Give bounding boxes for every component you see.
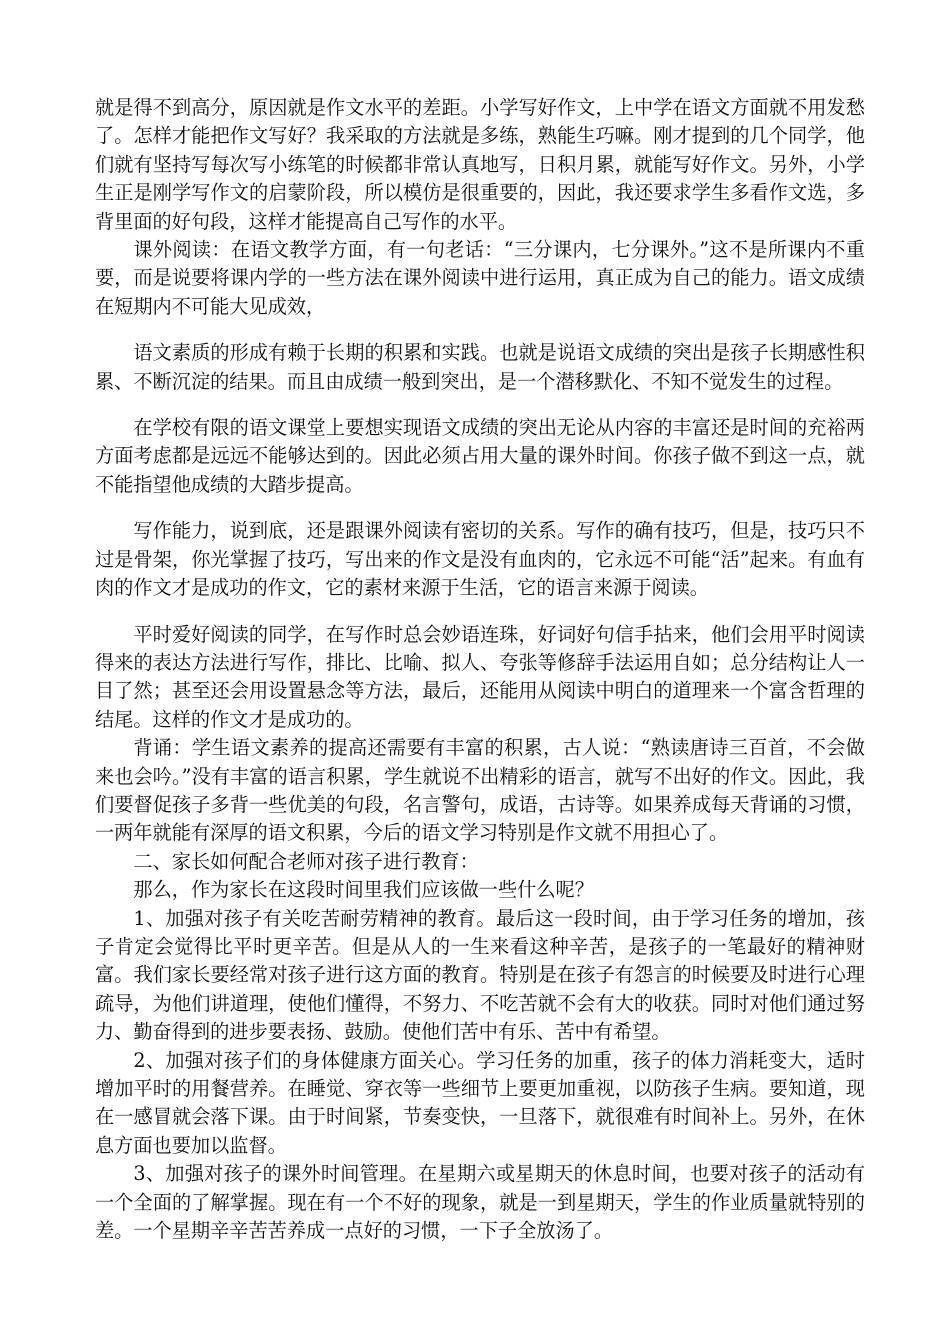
- section-heading-parents: 二、家长如何配合老师对孩子进行教育：: [133, 849, 479, 873]
- list-item-3: 3、加强对孩子的课外时间管理。在星期六或星期天的休息时间，也要对孩子的活动有一个全面的了解掌握。现在有一个不好的现象，就是一到星期天，学生的作业质量就特别的差。一个星期辛辛苦苦养成一点好的习惯，一下子全放汤了。: [95, 1162, 865, 1243]
- paragraph-reading-habits: 平时爱好阅读的同学，在写作时总会妙语连珠，好词好句信手拈来，他们会用平时阅读得来的表达方法进行写作，排比、比喻、拟人、夸张等修辞手法运用自如；总分结构让人一目了然；甚至还会用设置悬念等方法，最后，还能用从阅读中明白的道理来一个富含哲理的结尾。这样的作文才是成功的。: [95, 622, 865, 731]
- list-item-1: 1、加强对孩子有关吃苦耐劳精神的教育。最后这一段时间，由于学习任务的增加，孩子肯定会觉得比平时更辛苦。但是从人的一生来看这种辛苦，是孩子的一笔最好的精神财富。我们家长要经常对孩子进行这方面的教育。特别是在孩子有怨言的时候要及时进行心理疏导，为他们讲道理，使他们懂得，不努力、不吃苦就不会有大的收获。同时对他们通过努力、勤奋得到的进步要表扬、鼓励。使他们苦中有乐、苦中有希望。: [95, 906, 865, 1044]
- paragraph-writing-practice: 就是得不到高分，原因就是作文水平的差距。小学写好作文，上中学在语文方面就不用发愁了。怎样才能把作文写好？我采取的方法就是多练，熟能生巧嘛。刚才提到的几个同学，他们就有坚持写每次写小练笔的时候都非常认真地写，日积月累，就能写好作文。另外，小学生正是刚学写作文的启蒙阶段，所以模仿是很重要的，因此，我还要求学生多看作文选，多背里面的好句段，这样才能提高自己写作的水平。: [95, 96, 865, 233]
- paragraph-recitation: 背诵：学生语文素养的提高还需要有丰富的积累，古人说：“熟读唐诗三百首，不会做来也会吟。”没有丰富的语言积累，学生就说不出精彩的语言，就写不出好的作文。因此，我们要督促孩子多背一些优美的句段，名言警句，成语，古诗等。如果养成每天背诵的习惯，一两年就能有深厚的语文积累，今后的语文学习特别是作文就不用担心了。: [95, 736, 865, 845]
- list-item-2: 2、加强对孩子们的身体健康方面关心。学习任务的加重，孩子的体力消耗变大，适时增加平时的用餐营养。在睡觉、穿衣等一些细节上要更加重视，以防孩子生病。要知道，现在一感冒就会落下课。由于时间紧，节奏变快，一旦落下，就很难有时间补上。另外，在休息方面也要加以监督。: [95, 1048, 865, 1157]
- paragraph-question: 那么，作为家长在这段时间里我们应该做一些什么呢？: [133, 878, 594, 902]
- paragraph-writing-ability: 写作能力，说到底，还是跟课外阅读有密切的关系。写作的确有技巧，但是，技巧只不过是骨架，你光掌握了技巧，写出来的作文是没有血肉的，它永远不可能“活”起来。有血有肉的作文才是成功的作文，它的素材来源于生活，它的语言来源于阅读。: [95, 519, 865, 600]
- document-page: [95, 94, 865, 1245]
- paragraph-extracurricular-reading: 课外阅读：在语文教学方面，有一句老话：“三分课内，七分课外。”这不是所课内不重要，而是说要将课内学的一些方法在课外阅读中进行运用，真正成为自己的能力。语文成绩在短期内不可能大见成效，: [95, 238, 865, 318]
- paragraph-language-literacy: 语文素质的形成有赖于长期的积累和实践。也就是说语文成绩的突出是孩子长期感性积累、不断沉淀的结果。而且由成绩一般到突出，是一个潜移默化、不知不觉发生的过程。: [95, 341, 865, 393]
- paragraph-limited-classroom: 在学校有限的语文课堂上要想实现语文成绩的突出无论从内容的丰富还是时间的充裕两方面考虑都是远远不能够达到的。因此必须占用大量的课外时间。你孩子做不到这一点，就不能指望他成绩的大踏步提高。: [95, 416, 865, 496]
